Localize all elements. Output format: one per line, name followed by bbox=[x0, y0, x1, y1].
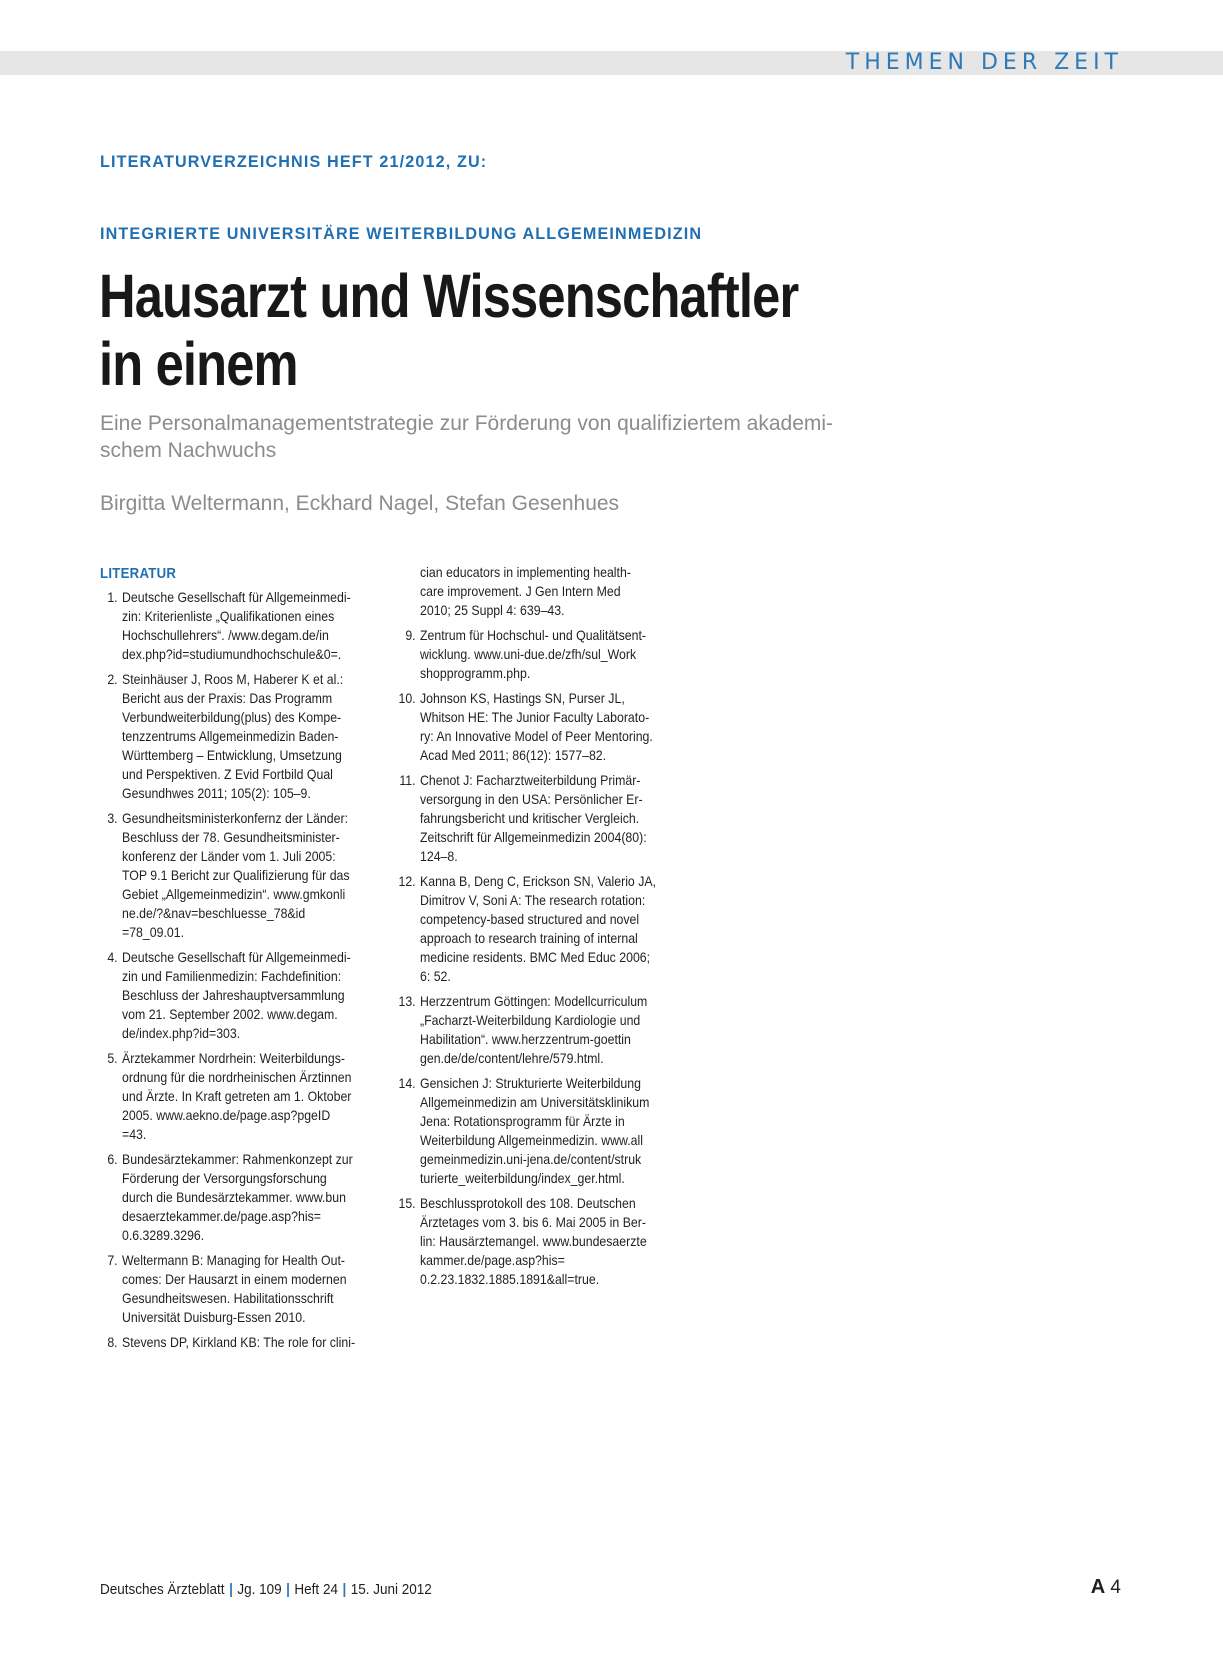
reference-line: Dimitrov V, Soni A: The research rotation: bbox=[420, 892, 646, 908]
article-subtitle bbox=[100, 410, 940, 464]
reference-line: versorgung in den USA: Persönlicher Er- bbox=[420, 791, 643, 807]
reference-line: cian educators in implementing health- bbox=[420, 564, 631, 580]
reference-line: tenzzentrums Allgemeinmedizin Baden- bbox=[122, 728, 339, 744]
kicker-topic: INTEGRIERTE UNIVERSITÄRE WEITERBILDUNG ALLGEMEINMEDIZIN bbox=[100, 224, 703, 243]
reference-line: und Ärzte. In Kraft getreten am 1. Oktober bbox=[122, 1088, 352, 1104]
reference-line: Stevens DP, Kirkland KB: The role for clini- bbox=[122, 1334, 356, 1350]
reference-line: TOP 9.1 Bericht zur Qualifizierung für das bbox=[122, 867, 350, 883]
reference-line: vom 21. September 2002. www.degam. bbox=[122, 1006, 338, 1022]
reference-number: 7. bbox=[107, 1252, 118, 1268]
reference-line: competency-based structured and novel bbox=[420, 911, 640, 927]
reference-item bbox=[398, 1194, 688, 1289]
reference-line: Acad Med 2011; 86(12): 1577–82. bbox=[420, 747, 607, 763]
reference-line: gen.de/de/content/lehre/579.html. bbox=[420, 1050, 604, 1066]
reference-line: =78_09.01. bbox=[122, 924, 185, 940]
reference-number: 1. bbox=[107, 589, 118, 605]
reference-line: gemeinmedizin.uni-jena.de/content/struk bbox=[420, 1151, 642, 1167]
reference-number: 11. bbox=[399, 772, 416, 788]
reference-line: ordnung für die nordrheinischen Ärztinnen bbox=[122, 1069, 352, 1085]
reference-item bbox=[398, 689, 688, 765]
reference-item bbox=[398, 872, 688, 986]
footer-separator: | bbox=[342, 1581, 347, 1598]
reference-number: 15. bbox=[398, 1195, 416, 1211]
article-title bbox=[99, 262, 798, 398]
reference-line: 6: 52. bbox=[420, 968, 451, 984]
reference-item bbox=[398, 626, 688, 683]
reference-line: und Perspektiven. Z Evid Fortbild Qual bbox=[122, 766, 333, 782]
reference-line: lin: Hausärztemangel. www.bundesaerzte bbox=[420, 1233, 647, 1249]
page-number-value: 4 bbox=[1110, 1577, 1121, 1598]
reference-line: turierte_weiterbildung/index_ger.html. bbox=[420, 1170, 625, 1186]
reference-line: Zeitschrift für Allgemeinmedizin 2004(80): bbox=[420, 829, 647, 845]
reference-line: Universität Duisburg-Essen 2010. bbox=[122, 1309, 306, 1325]
reference-continuation bbox=[398, 563, 688, 620]
footer-citation bbox=[100, 1581, 432, 1598]
reference-line: Ärztekammer Nordrhein: Weiterbildungs- bbox=[122, 1050, 345, 1066]
reference-item bbox=[100, 1251, 390, 1327]
reference-line: Zentrum für Hochschul- und Qualitätsent- bbox=[420, 627, 646, 643]
reference-line: ne.de/?&nav=beschluesse_78&id bbox=[122, 905, 306, 921]
reference-line: Verbundweiterbildung(plus) des Kompe- bbox=[122, 709, 342, 725]
reference-line: Johnson KS, Hastings SN, Purser JL, bbox=[420, 690, 625, 706]
reference-item bbox=[398, 1074, 688, 1188]
reference-number: 12. bbox=[398, 873, 416, 889]
literature-heading: LITERATUR bbox=[100, 565, 177, 582]
reference-line: Gensichen J: Strukturierte Weiterbildung bbox=[420, 1075, 641, 1091]
reference-number: 13. bbox=[398, 993, 416, 1009]
reference-line: comes: Der Hausarzt in einem modernen bbox=[122, 1271, 347, 1287]
reference-line: Herzzentrum Göttingen: Modellcurriculum bbox=[420, 993, 648, 1009]
reference-line: =43. bbox=[122, 1126, 147, 1142]
reference-item bbox=[398, 992, 688, 1068]
references-column-1 bbox=[100, 562, 390, 1358]
footer-date: 15. Juni 2012 bbox=[350, 1581, 432, 1598]
reference-line: 0.2.23.1832.1885.1891&all=true. bbox=[420, 1271, 600, 1287]
reference-item bbox=[100, 809, 390, 942]
reference-line: Deutsche Gesellschaft für Allgemeinmedi- bbox=[122, 949, 351, 965]
reference-line: Weiterbildung Allgemeinmedizin. www.all bbox=[420, 1132, 644, 1148]
reference-line: Beschluss der Jahreshauptversammlung bbox=[122, 987, 345, 1003]
reference-line: approach to research training of internal bbox=[420, 930, 638, 946]
reference-line: Gesundheitswesen. Habilitationsschrift bbox=[122, 1290, 334, 1306]
reference-line: desaerztekammer.de/page.asp?his= bbox=[122, 1208, 321, 1224]
footer-journal: Deutsches Ärzteblatt bbox=[100, 1581, 225, 1598]
reference-number: 2. bbox=[107, 671, 118, 687]
reference-line: 2010; 25 Suppl 4: 639–43. bbox=[420, 602, 565, 618]
reference-number: 10. bbox=[398, 690, 416, 706]
section-label: THEMEN DER ZEIT bbox=[845, 50, 1123, 75]
reference-line: Whitson HE: The Junior Faculty Laborato- bbox=[420, 709, 650, 725]
reference-line: Habilitation“. www.herzzentrum-goettin bbox=[420, 1031, 631, 1047]
references-column-2 bbox=[398, 563, 688, 1295]
reference-line: Deutsche Gesellschaft für Allgemeinmedi- bbox=[122, 589, 351, 605]
references-column-2-inner bbox=[398, 563, 688, 1289]
reference-line: 124–8. bbox=[420, 848, 458, 864]
reference-number: 9. bbox=[405, 627, 416, 643]
reference-line: Hochschullehrers“. /www.degam.de/in bbox=[122, 627, 329, 643]
footer-separator: | bbox=[286, 1581, 290, 1598]
reference-item bbox=[100, 1049, 390, 1144]
reference-line: Gesundheitsministerkonfernz der Länder: bbox=[122, 810, 348, 826]
page-number bbox=[1091, 1576, 1121, 1599]
reference-line: Weltermann B: Managing for Health Out- bbox=[122, 1252, 346, 1268]
footer-separator: | bbox=[229, 1581, 233, 1598]
reference-number: 8. bbox=[107, 1334, 118, 1350]
reference-number: 4. bbox=[107, 949, 118, 965]
reference-item bbox=[100, 1333, 390, 1352]
reference-line: Gesundhwes 2011; 105(2): 105–9. bbox=[122, 785, 311, 801]
authors: Birgitta Weltermann, Eckhard Nagel, Stefan Gesenhues bbox=[100, 492, 620, 515]
reference-line: ry: An Innovative Model of Peer Mentoring. bbox=[420, 728, 653, 744]
reference-number: 6. bbox=[107, 1151, 118, 1167]
reference-line: Allgemeinmedizin am Universitätsklinikum bbox=[420, 1094, 650, 1110]
reference-line: kammer.de/page.asp?his= bbox=[420, 1252, 565, 1268]
reference-line: Bundesärztekammer: Rahmenkonzept zur bbox=[122, 1151, 353, 1167]
reference-line: 0.6.3289.3296. bbox=[122, 1227, 205, 1243]
reference-number: 5. bbox=[107, 1050, 118, 1066]
reference-item bbox=[100, 1150, 390, 1245]
reference-line: dex.php?id=studiumundhochschule&0=. bbox=[122, 646, 342, 662]
reference-line: Gebiet „Allgemeinmedizin“. www.gmkonli bbox=[122, 886, 346, 902]
reference-line: „Facharzt-Weiterbildung Kardiologie und bbox=[420, 1012, 641, 1028]
reference-line: de/index.php?id=303. bbox=[122, 1025, 241, 1041]
reference-line: zin: Kriterienliste „Qualifikationen eines bbox=[122, 608, 335, 624]
reference-line: Bericht aus der Praxis: Das Programm bbox=[122, 690, 333, 706]
reference-item bbox=[398, 771, 688, 866]
reference-number: 3. bbox=[107, 810, 118, 826]
reference-line: konferenz der Länder vom 1. Juli 2005: bbox=[122, 848, 336, 864]
reference-line: durch die Bundesärztekammer. www.bun bbox=[122, 1189, 346, 1205]
reference-line: 2005. www.aekno.de/page.asp?pgeID bbox=[122, 1107, 331, 1123]
reference-line: Beschluss der 78. Gesundheitsminister- bbox=[122, 829, 340, 845]
reference-item bbox=[100, 670, 390, 803]
reference-line: medicine residents. BMC Med Educ 2006; bbox=[420, 949, 651, 965]
subtitle-line-1: Eine Personalmanagementstrategie zur Förderung von qualifiziertem akademi- bbox=[100, 412, 834, 435]
subtitle-line-2: schem Nachwuchs bbox=[100, 439, 277, 462]
references-column-1-inner bbox=[100, 564, 390, 1352]
reference-line: Beschlussprotokoll des 108. Deutschen bbox=[420, 1195, 636, 1211]
reference-line: shopprogramm.php. bbox=[420, 665, 531, 681]
reference-line: care improvement. J Gen Intern Med bbox=[420, 583, 621, 599]
footer-issue: Heft 24 bbox=[294, 1581, 338, 1598]
reference-line: Steinhäuser J, Roos M, Haberer K et al.: bbox=[122, 671, 344, 687]
reference-item bbox=[100, 588, 390, 664]
reference-line: Kanna B, Deng C, Erickson SN, Valerio JA, bbox=[420, 873, 657, 889]
reference-line: wicklung. www.uni-due.de/zfh/sul_Work bbox=[420, 646, 637, 662]
reference-line: Jena: Rotationsprogramm für Ärzte in bbox=[420, 1113, 625, 1129]
title-line-1: Hausarzt und Wissenschaftler bbox=[99, 262, 799, 330]
kicker-literature-index: LITERATURVERZEICHNIS HEFT 21/2012, ZU: bbox=[100, 152, 488, 171]
reference-number: 14. bbox=[398, 1075, 416, 1091]
reference-line: fahrungsbericht und kritischer Vergleich. bbox=[420, 810, 640, 826]
reference-line: Förderung der Versorgungsforschung bbox=[122, 1170, 327, 1186]
title-line-2: in einem bbox=[99, 330, 298, 398]
page-prefix: A bbox=[1090, 1576, 1106, 1598]
reference-item bbox=[100, 948, 390, 1043]
reference-line: Chenot J: Facharztweiterbildung Primär- bbox=[420, 772, 641, 788]
reference-line: Ärztetages vom 3. bis 6. Mai 2005 in Ber- bbox=[420, 1214, 646, 1230]
reference-line: Württemberg – Entwicklung, Umsetzung bbox=[122, 747, 342, 763]
reference-line: zin und Familienmedizin: Fachdefinition: bbox=[122, 968, 342, 984]
footer-volume: Jg. 109 bbox=[237, 1581, 282, 1598]
